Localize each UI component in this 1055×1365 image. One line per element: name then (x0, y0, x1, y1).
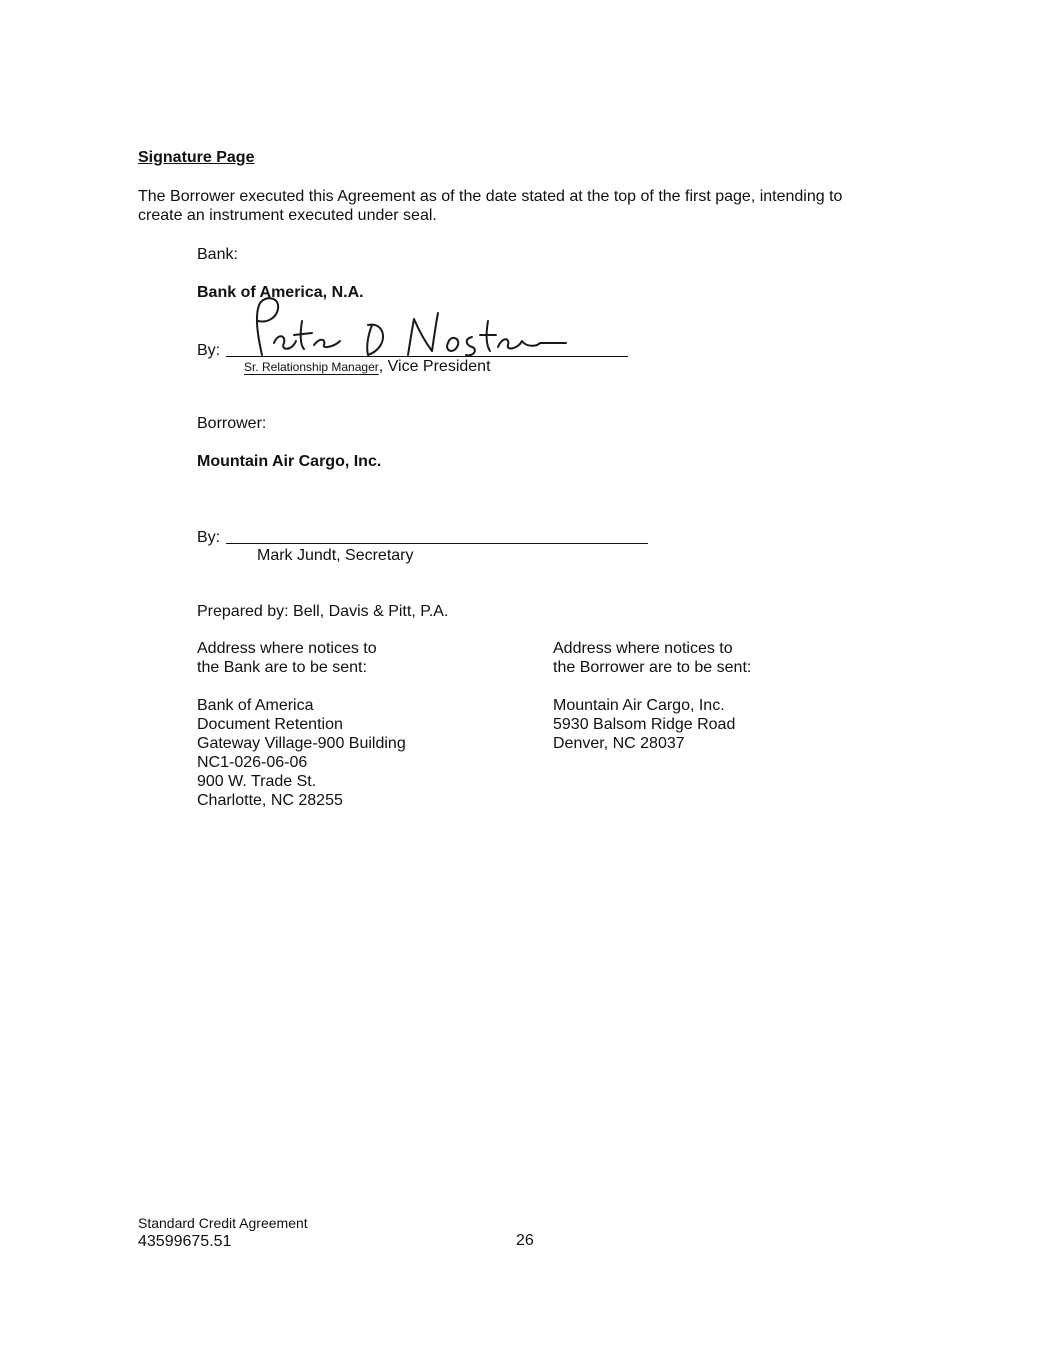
notices-heading-line: the Bank are to be sent: (197, 659, 367, 676)
bank-by-label: By: (197, 342, 221, 359)
footer-doc-number: 43599675.51 (138, 1233, 232, 1250)
notices-heading-line: Address where notices to (197, 640, 377, 657)
address-line: Bank of America (197, 697, 314, 714)
footer-doc-title: Standard Credit Agreement (138, 1215, 308, 1231)
borrower-name: Mountain Air Cargo, Inc. (197, 453, 382, 470)
address-line: Mountain Air Cargo, Inc. (553, 697, 725, 714)
address-line: 900 W. Trade St. (197, 773, 317, 790)
borrower-notices-heading (553, 639, 751, 677)
page-number: 26 (516, 1232, 534, 1249)
bank-signer-title (244, 357, 491, 377)
address-line: Denver, NC 28037 (553, 735, 685, 752)
prepared-by: Prepared by: Bell, Davis & Pitt, P.A. (197, 603, 449, 620)
borrower-signature-line (226, 543, 648, 544)
bank-signer-role: Sr. Relationship Manager (244, 360, 379, 374)
bank-name: Bank of America, N.A. (197, 284, 364, 301)
intro-line: The Borrower executed this Agreement as of the date stated at the top of the first page, intending to (138, 188, 843, 205)
address-line: Document Retention (197, 716, 343, 733)
bank-notices-address (197, 696, 406, 810)
borrower-notices-address (553, 696, 735, 753)
address-line: Gateway Village-900 Building (197, 735, 406, 752)
borrower-by-label: By: (197, 529, 221, 546)
bank-label: Bank: (197, 246, 238, 263)
borrower-signer: Mark Jundt, Secretary (257, 547, 414, 564)
borrower-label: Borrower: (197, 415, 267, 432)
address-line: Charlotte, NC 28255 (197, 792, 343, 809)
page-title: Signature Page (138, 149, 255, 166)
address-line: 5930 Balsom Ridge Road (553, 716, 736, 733)
notices-heading-line: Address where notices to (553, 640, 733, 657)
footer-doc-info (138, 1214, 308, 1251)
intro-line: create an instrument executed under seal. (138, 207, 437, 224)
notices-heading-line: the Borrower are to be sent: (553, 659, 752, 676)
address-line: NC1-026-06-06 (197, 754, 308, 771)
bank-signer-title-suffix: , Vice President (378, 358, 491, 375)
intro-paragraph (138, 187, 842, 225)
bank-notices-heading (197, 639, 377, 677)
